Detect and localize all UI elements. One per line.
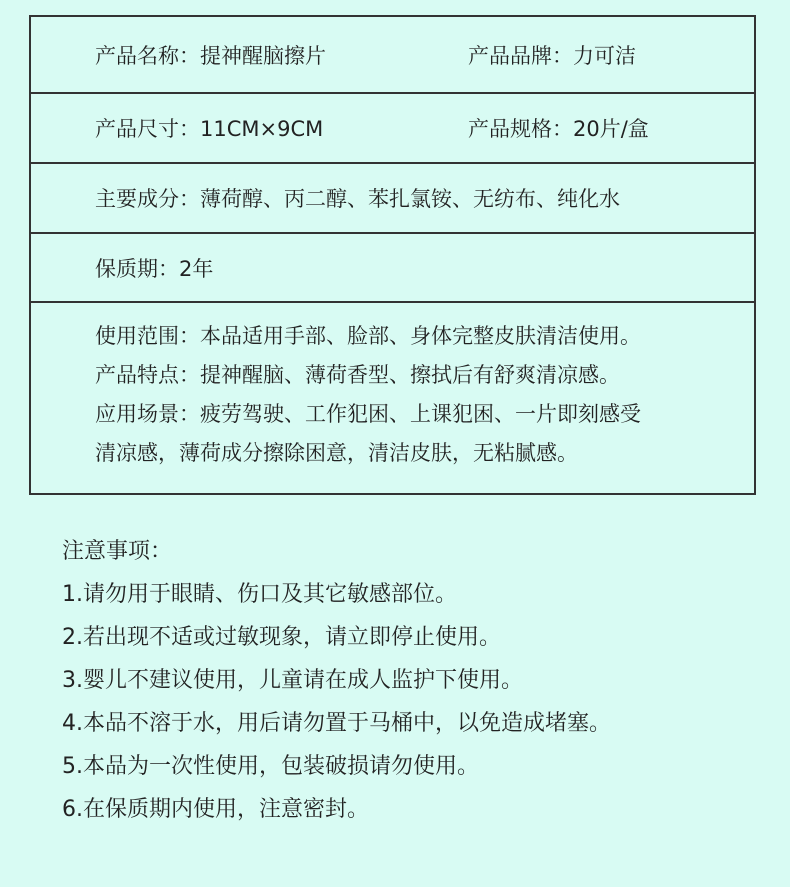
product-spec-cell bbox=[468, 113, 649, 143]
precautions-section bbox=[62, 530, 611, 831]
product-name-cell bbox=[95, 40, 468, 70]
ingredients-value: 薄荷醇、丙二醇、苯扎氯铵、无纺布、纯化水 bbox=[200, 187, 620, 211]
product-name-value: 提神醒脑擦片 bbox=[200, 43, 326, 68]
spec-row-size-spec bbox=[31, 94, 754, 164]
shelf-life-value: 2年 bbox=[179, 256, 214, 281]
precaution-item: 4.本品不溶于水，用后请勿置于马桶中，以免造成堵塞。 bbox=[62, 711, 611, 736]
application-scenes-line-cont: 清凉感，薄荷成分擦除困意，清洁皮肤，无粘腻感。 bbox=[95, 441, 578, 465]
product-brand-cell bbox=[468, 40, 636, 70]
product-spec-value: 20片/盒 bbox=[573, 117, 649, 141]
product-size-value: 11CM×9CM bbox=[200, 117, 324, 141]
usage-scope-line: 使用范围：本品适用手部、脸部、身体完整皮肤清洁使用。 bbox=[95, 324, 641, 348]
precaution-item: 6.在保质期内使用，注意密封。 bbox=[62, 797, 369, 822]
spec-row-name-brand bbox=[31, 17, 754, 94]
product-name-label: 产品名称： bbox=[95, 43, 200, 68]
product-spec-table bbox=[29, 15, 756, 495]
ingredients-label: 主要成分： bbox=[95, 187, 200, 211]
precautions-title: 注意事项： bbox=[62, 539, 173, 564]
shelf-life-label: 保质期： bbox=[95, 256, 179, 281]
spec-row-shelf-life bbox=[31, 234, 754, 303]
precaution-item: 2.若出现不适或过敏现象，请立即停止使用。 bbox=[62, 625, 501, 650]
application-scenes-line: 应用场景：疲劳驾驶、工作犯困、上课犯困、一片即刻感受 bbox=[95, 402, 641, 426]
precaution-item: 1.请勿用于眼睛、伤口及其它敏感部位。 bbox=[62, 582, 457, 607]
product-brand-value: 力可洁 bbox=[573, 43, 636, 68]
product-features-line: 产品特点：提神醒脑、薄荷香型、擦拭后有舒爽清凉感。 bbox=[95, 363, 620, 387]
spec-row-ingredients bbox=[31, 164, 754, 234]
precaution-item: 5.本品为一次性使用，包装破损请勿使用。 bbox=[62, 754, 479, 779]
product-spec-label: 产品规格： bbox=[468, 117, 573, 141]
product-size-cell bbox=[95, 113, 468, 143]
product-brand-label: 产品品牌： bbox=[468, 43, 573, 68]
precaution-item: 3.婴儿不建议使用，儿童请在成人监护下使用。 bbox=[62, 668, 523, 693]
product-size-label: 产品尺寸： bbox=[95, 117, 200, 141]
spec-row-usage bbox=[31, 303, 754, 493]
